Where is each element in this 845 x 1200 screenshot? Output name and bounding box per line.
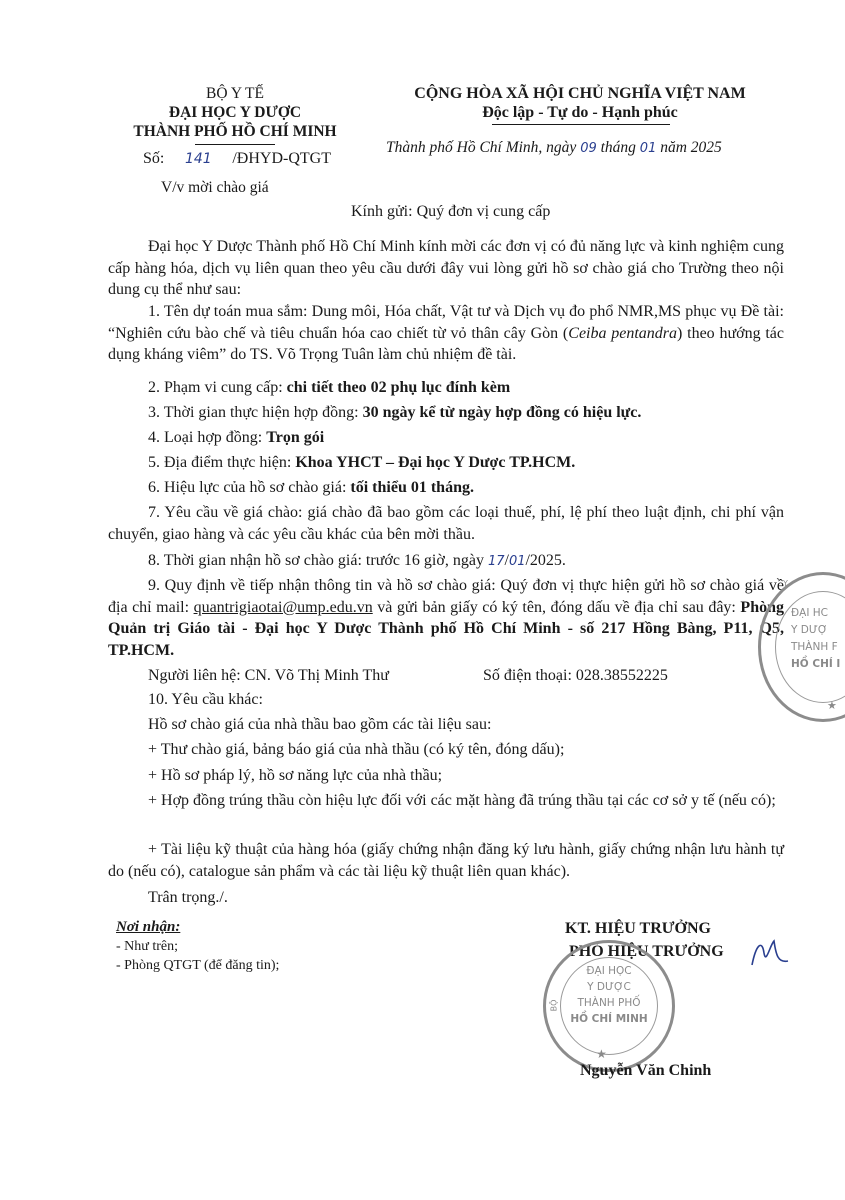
contact-person: Người liên hệ: CN. Võ Thị Minh Thư [148, 667, 389, 684]
signature-scribble-icon [748, 935, 792, 975]
stamp-side-text: BỘ [549, 999, 559, 1012]
stamp-text-1: ĐẠI HỌC [586, 965, 632, 977]
stamp-text-4: HỒ CHÍ MINH [570, 1013, 648, 1025]
documents-intro: Hồ sơ chào giá của nhà thầu bao gồm các tài liệu sau: [148, 716, 492, 733]
item-2: 2. Phạm vi cung cấp: chi tiết theo 02 phụ lục đính kèm [148, 379, 511, 396]
edge-stamp-star-icon: ★ [827, 699, 837, 712]
issuer-block [90, 84, 380, 141]
item-3: 3. Thời gian thực hiện hợp đồng: 30 ngày kể từ ngày hợp đồng có hiệu lực. [148, 404, 642, 421]
issue-date: Thành phố Hồ Chí Minh, ngày 09 tháng 01 năm 2025 [386, 139, 722, 156]
document-item-1: + Thư chào giá, bảng báo giá của nhà thầu (có ký tên, đóng dấu); [148, 741, 565, 758]
document-item-2: + Hồ sơ pháp lý, hồ sơ năng lực của nhà thầu; [148, 767, 443, 784]
university-name-line2: THÀNH PHỐ HỒ CHÍ MINH [133, 123, 337, 140]
stamp-star-icon: ★ [596, 1047, 607, 1061]
national-header [380, 84, 780, 122]
ministry-name: BỘ Y TẾ [206, 85, 264, 102]
edge-stamp-text-1: ĐẠI HC [791, 607, 828, 619]
contact-phone: Số điện thoại: 028.38552225 [483, 667, 668, 684]
signatory-name: Nguyễn Văn Chinh [580, 1062, 712, 1079]
item-5: 5. Địa điểm thực hiện: Khoa YHCT – Đại học Y Dược TP.HCM. [148, 454, 576, 471]
edge-stamp-top-text: Y [783, 579, 788, 588]
item-1: 1. Tên dự toán mua sắm: Dung môi, Hóa chất, Vật tư và Dịch vụ đo phổ NMR,MS phục vụ Đề tài: “Nghiên cứu bào chế và tiêu chuẩn hóa cao chiết từ vỏ thân cây Gòn (Ceiba pentandra) theo hướng tác dụng kháng viêm” do TS. Võ Trọng Tuân làm chủ nhiệm đề tài. [108, 303, 784, 363]
recipient-line: Kính gửi: Quý đơn vị cung cấp [351, 203, 551, 220]
signatory-title-1: KT. HIỆU TRƯỞNG [565, 920, 711, 937]
stamp-text-3: THÀNH PHỐ [577, 997, 641, 1009]
university-name-line1: ĐẠI HỌC Y DƯỢC [168, 104, 302, 121]
document-number: Số: 141 /ĐHYD-QTGT [143, 148, 331, 170]
recipients-block [116, 918, 279, 975]
document-item-3: + Hợp đồng trúng thầu còn hiệu lực đối với các mặt hàng đã trúng thầu tại các cơ sở y tế (nếu có); [148, 792, 776, 809]
item-6: 6. Hiệu lực của hồ sơ chào giá: tối thiểu 01 tháng. [148, 479, 474, 496]
email-link[interactable]: quantrigiaotai@ump.edu.vn [193, 598, 373, 616]
closing-line: Trân trọng./. [148, 889, 228, 906]
issuer-underline [195, 144, 275, 145]
stamp-text-2: Y DƯỢC [587, 981, 631, 993]
item-4: 4. Loại hợp đồng: Trọn gói [148, 429, 325, 446]
edge-stamp-text-2: Y DƯỢ [791, 624, 828, 636]
recipient-item-1: - Như trên; [116, 939, 179, 954]
national-motto: Độc lập - Tự do - Hạnh phúc [482, 104, 678, 121]
signatory-title-2: PHÓ HIỆU TRƯỞNG [569, 943, 724, 960]
intro-paragraph: Đại học Y Dược Thành phố Hồ Chí Minh kính mời các đơn vị có đủ năng lực và kinh nghiệm cung cấp hàng hóa, dịch vụ liên quan theo yêu cầu dưới đây vui lòng gửi hồ sơ chào giá cho Trường theo nội dung cụ thể như sau: [108, 238, 784, 298]
document-subject: V/v mời chào giá [161, 179, 269, 196]
edge-stamp-text-3: THÀNH F [791, 641, 838, 653]
item-8: 8. Thời gian nhận hồ sơ chào giá: trước 16 giờ, ngày 17/01/2025. [148, 552, 566, 569]
official-stamp [543, 940, 675, 1072]
edge-stamp-text-4: HỒ CHÍ I [791, 658, 841, 670]
item-7: 7. Yêu cầu về giá chào: giá chào đã bao gồm các loại thuế, phí, lệ phí theo luật định, chi phí vận chuyển, giao hàng và các yêu cầu khác của bên mời thầu. [108, 504, 784, 543]
motto-underline [492, 124, 670, 125]
country-name: CỘNG HÒA XÃ HỘI CHỦ NGHĨA VIỆT NAM [414, 85, 746, 102]
recipients-title: Nơi nhận: [116, 919, 181, 935]
recipient-item-2: - Phòng QTGT (để đăng tin); [116, 958, 280, 973]
document-number-handwritten: 141 [184, 151, 212, 167]
document-item-4: + Tài liệu kỹ thuật của hàng hóa (giấy chứng nhận đăng ký lưu hành, giấy chứng nhận lưu hành tự do (nếu có), catalogue sản phẩm và các tài liệu kỹ thuật liên quan khác). [108, 841, 784, 880]
item-9: 9. Quy định về tiếp nhận thông tin và hồ sơ chào giá: Quý đơn vị thực hiện gửi hồ sơ chào giá về địa chỉ mail: quantrigiaotai@ump.edu.vn và gửi bản giấy có ký tên, đóng dấu về địa chỉ sau đây: Phòng Quản trị Giáo tài - Đại học Y Dược Thành phố Hồ Chí Minh - số 217 Hồng Bàng, P11, Q5, TP.HCM. [108, 577, 784, 659]
item-10: 10. Yêu cầu khác: [148, 691, 263, 708]
